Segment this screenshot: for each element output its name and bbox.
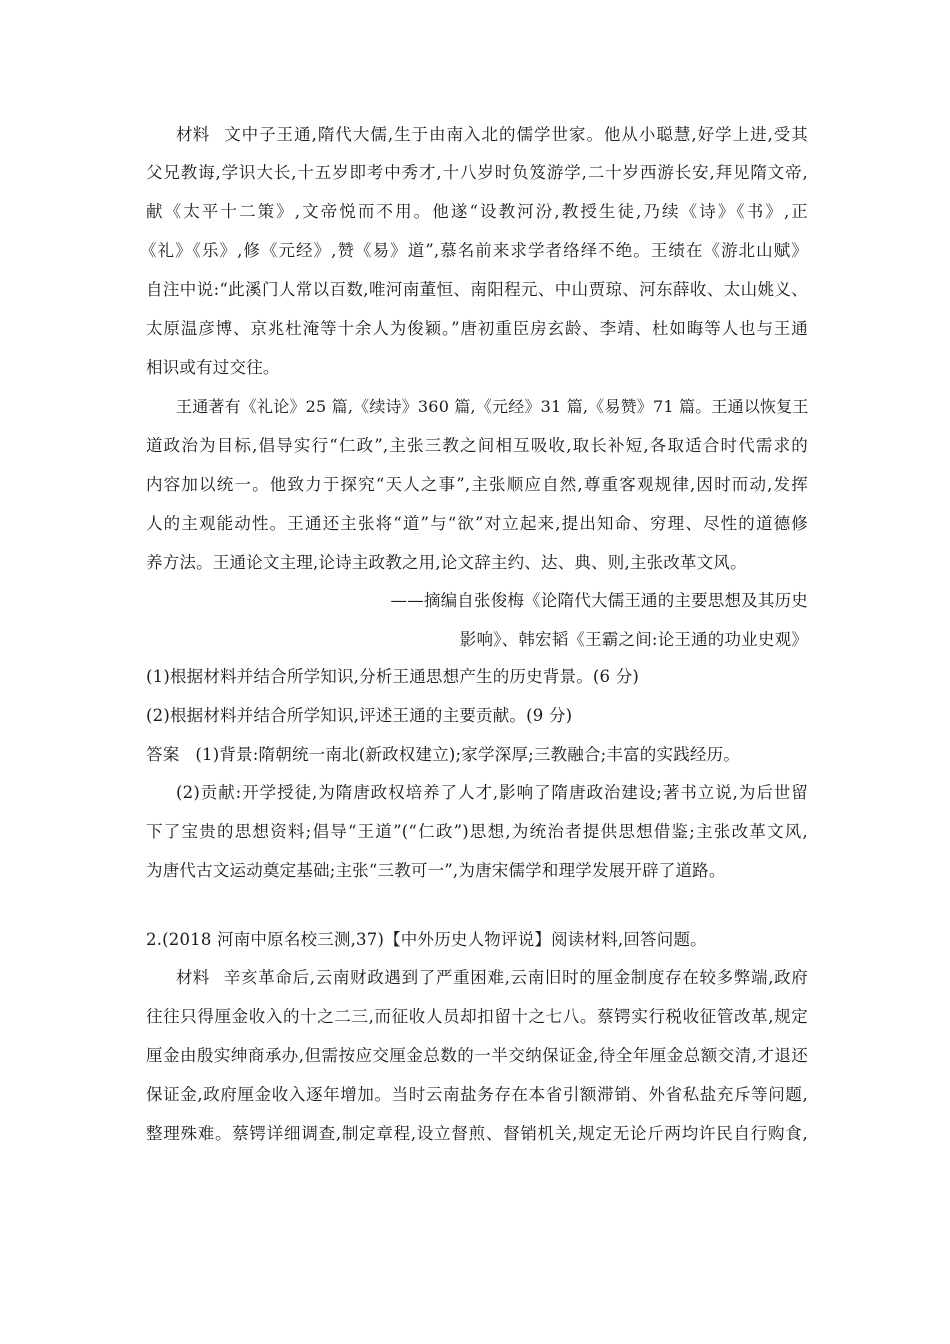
question2-line-5: 整理殊难。蔡锷详细调查,制定章程,设立督煎、督销机关,规定无论斤两均许民自行购食,: [146, 1124, 808, 1143]
material1-text: 文中子王通,隋代大儒,生于由南入北的儒学世家。他从小聪慧,好学上进,受其: [223, 125, 808, 144]
question2-material-label: 材料: [176, 968, 210, 987]
question2-line-1: [176, 967, 808, 989]
material1-line-2: 父兄教诲,学识大长,十五岁即考中秀才,十八岁时负笈游学,二十岁西游长安,拜见隋文帝,: [146, 163, 808, 182]
material1-line-6: 太原温彦博、京兆杜淹等十余人为俊颖。”唐初重臣房玄龄、李靖、杜如晦等人也与王通: [146, 319, 808, 338]
material1-label: 材料: [176, 125, 210, 144]
question-1: (1)根据材料并结合所学知识,分析王通思想产生的历史背景。(6 分): [146, 667, 640, 686]
question2-line-3: 厘金由殷实绅商承办,但需按应交厘金总数的一半交纳保证金,待全年厘金总额交清,才退还: [146, 1046, 808, 1065]
question2-line-4: 保证金,政府厘金收入逐年增加。当时云南盐务存在本省引额滞销、外省私盐充斥等问题,: [146, 1085, 808, 1104]
material1-line-7: 相识或有过交往。: [146, 358, 280, 377]
question2-line-2: 往往只得厘金收入的十之二三,而征收人员却扣留十之七八。蔡锷实行税收征管改革,规定: [146, 1007, 808, 1026]
answer-line-1: [146, 744, 808, 766]
material1-line-3: 献《太平十二策》,文帝悦而不用。他遂“设教河汾,教授生徒,乃续《诗》《书》,正: [146, 202, 808, 221]
material1-line-5: 自注中说:“此溪门人常以百数,唯河南董恒、南阳程元、中山贾琼、河东薛收、太山姚义、: [146, 280, 808, 299]
material1-line-4: 《礼》《乐》,修《元经》,赞《易》道”,慕名前来求学者络绎不绝。王绩在《游北山赋》: [140, 241, 808, 260]
source-citation-line-1: ——摘编自张俊梅《论隋代大儒王通的主要思想及其历史: [390, 591, 808, 610]
answer-line-4: 为唐代古文运动奠定基础;主张“三教可一”,为唐宋儒学和理学发展开辟了道路。: [146, 861, 726, 880]
material1-line-10: 内容加以统一。他致力于探究“天人之事”,主张顺应自然,尊重客观规律,因时而动,发挥: [146, 475, 808, 494]
material1-line-9: 道政治为目标,倡导实行“仁政”,主张三教之间相互吸收,取长补短,各取适合时代需求的: [146, 436, 808, 455]
answer-part-1: (1)背景:隋朝统一南北(新政权建立);家学深厚;三教融合;丰富的实践经历。: [195, 745, 740, 764]
answer-label: 答案: [146, 745, 180, 764]
answer-line-2: (2)贡献:开学授徒,为隋唐政权培养了人才,影响了隋唐政治建设;著书立说,为后世留: [176, 783, 808, 802]
material1-line-11: 人的主观能动性。王通还主张将“道”与“欲”对立起来,提出知命、穷理、尽性的道德修: [146, 514, 808, 533]
material1-line-1: [176, 124, 808, 146]
question2-header: 2.(2018 河南中原名校三测,37)【中外历史人物评说】阅读材料,回答问题。: [146, 930, 707, 949]
question-2: (2)根据材料并结合所学知识,评述王通的主要贡献。(9 分): [146, 706, 573, 725]
material1-line-8: 王通著有《礼论》25 篇,《续诗》360 篇,《元经》31 篇,《易赞》71 篇。王通以恢复王: [176, 397, 809, 416]
source-citation-line-2: 影响》、韩宏韬《王霸之间:论王通的功业史观》: [459, 630, 808, 649]
material1-line-12: 养方法。王通论文主理,论诗主政教之用,论文辞主约、达、典、则,主张改革文风。: [146, 553, 747, 572]
answer-line-3: 下了宝贵的思想资料;倡导“王道”(“仁政”)思想,为统治者提供思想借鉴;主张改革文风,: [146, 822, 808, 841]
question2-text: 辛亥革命后,云南财政遇到了严重困难,云南旧时的厘金制度存在较多弊端,政府: [223, 968, 808, 987]
